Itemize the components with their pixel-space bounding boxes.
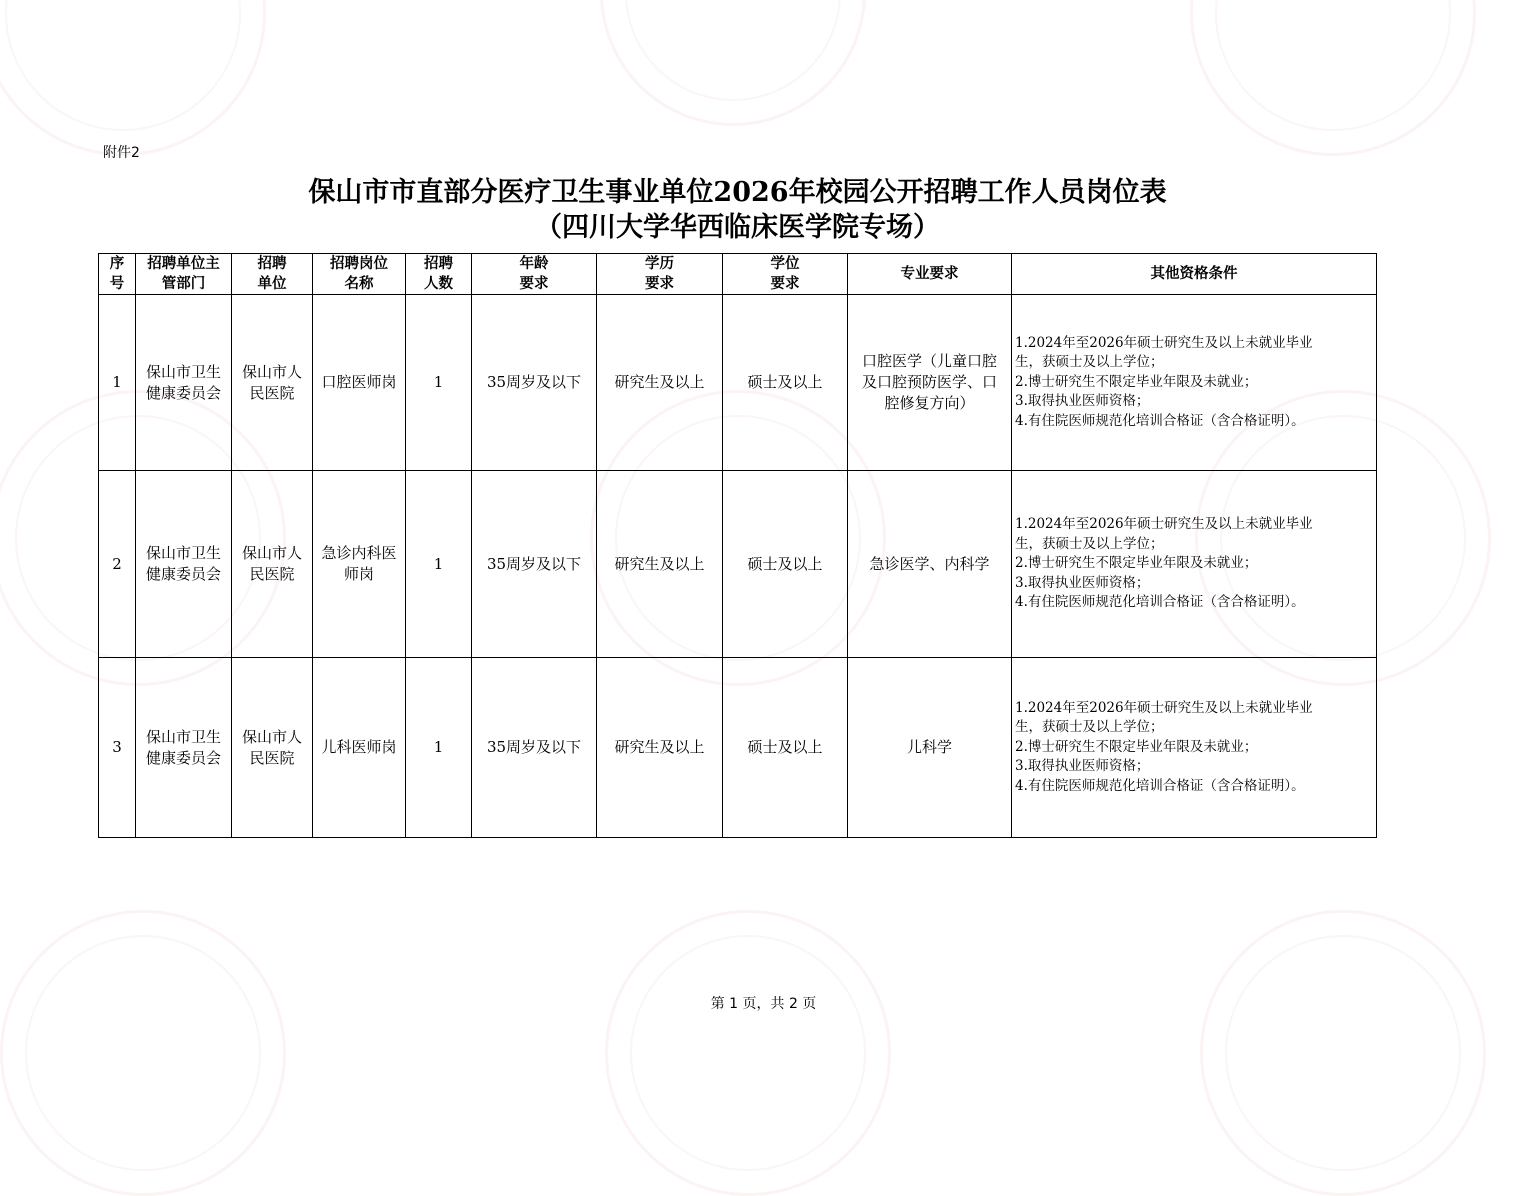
cell-major: 口腔医学（儿童口腔 及口腔预防医学、口 腔修复方向） [848,295,1012,471]
cell-count: 1 [406,658,472,838]
cell-education: 研究生及以上 [597,658,723,838]
cell-degree: 硕士及以上 [723,295,848,471]
cell-other-conditions: 1.2024年至2026年硕士研究生及以上未就业毕业 生，获硕士及以上学位； 2.博士研究生不限定毕业年限及未就业； 3.取得执业医师资格； 4.有住院医师规范化培训合格证（含合格证明）。 [1012,471,1377,658]
cell-dept: 保山市卫生 健康委员会 [136,471,232,658]
watermark-stamp [0,910,286,1196]
cell-position: 急诊内科医 师岗 [313,471,406,658]
cell-degree: 硕士及以上 [723,658,848,838]
page-footer: 第 1 页，共 2 页 [710,996,817,1012]
watermark-stamp [0,0,266,156]
cell-unit: 保山市人 民医院 [232,471,313,658]
watermark-stamp [605,910,891,1196]
table-row [99,471,1377,658]
watermark-stamp [1200,910,1486,1196]
header-other: 其他资格条件 [1012,254,1377,295]
cell-major: 急诊医学、内科学 [848,471,1012,658]
header-age: 年龄 要求 [472,254,597,295]
header-count: 招聘 人数 [406,254,472,295]
attachment-label: 附件2 [103,145,140,161]
cell-dept: 保山市卫生 健康委员会 [136,658,232,838]
cell-position: 儿科医师岗 [313,658,406,838]
header-seq: 序 号 [99,254,136,295]
cell-count: 1 [406,471,472,658]
watermark-stamp [1190,0,1476,156]
cell-unit: 保山市人 民医院 [232,295,313,471]
header-position: 招聘岗位 名称 [313,254,406,295]
position-table [98,253,1377,838]
table-header-row [99,254,1377,295]
cell-dept: 保山市卫生 健康委员会 [136,295,232,471]
header-education: 学历 要求 [597,254,723,295]
cell-age: 35周岁及以下 [472,295,597,471]
header-unit: 招聘 单位 [232,254,313,295]
cell-major: 儿科学 [848,658,1012,838]
cell-degree: 硕士及以上 [723,471,848,658]
cell-other-conditions: 1.2024年至2026年硕士研究生及以上未就业毕业 生，获硕士及以上学位； 2.博士研究生不限定毕业年限及未就业； 3.取得执业医师资格； 4.有住院医师规范化培训合格证（含合格证明）。 [1012,658,1377,838]
cell-age: 35周岁及以下 [472,658,597,838]
table-row [99,658,1377,838]
cell-position: 口腔医师岗 [313,295,406,471]
page-title: 保山市市直部分医疗卫生事业单位2026年校园公开招聘工作人员岗位表 [308,177,1167,208]
cell-education: 研究生及以上 [597,295,723,471]
cell-unit: 保山市人 民医院 [232,658,313,838]
header-degree: 学位 要求 [723,254,848,295]
cell-seq: 2 [99,471,136,658]
table-row [99,295,1377,471]
cell-education: 研究生及以上 [597,471,723,658]
cell-seq: 1 [99,295,136,471]
page-subtitle: （四川大学华西临床医学院专场） [535,212,940,243]
cell-seq: 3 [99,658,136,838]
header-dept: 招聘单位主 管部门 [136,254,232,295]
header-major: 专业要求 [848,254,1012,295]
watermark-stamp [600,0,866,126]
cell-other-conditions: 1.2024年至2026年硕士研究生及以上未就业毕业 生，获硕士及以上学位； 2.博士研究生不限定毕业年限及未就业； 3.取得执业医师资格； 4.有住院医师规范化培训合格证（含合格证明）。 [1012,295,1377,471]
cell-count: 1 [406,295,472,471]
cell-age: 35周岁及以下 [472,471,597,658]
